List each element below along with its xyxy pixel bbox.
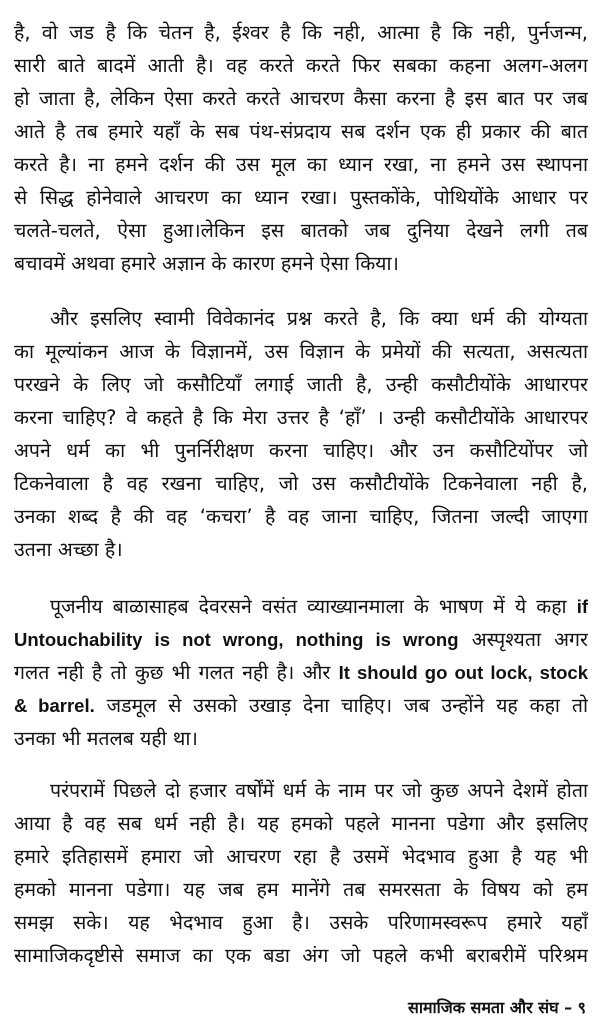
text-line: उनका शब्द है की वह ‘कचरा’ है वह जाना चाहिए, जितना जल्दी जाएगा [14, 505, 588, 528]
english-quote: Untouchability is not wrong, nothing is wrong [14, 629, 459, 650]
text-segment: पूजनीय बाळासाहब देवरसने वसंत व्याख्यानमाला के भाषण में ये कहा [50, 595, 567, 618]
footer-title: सामाजिक समता और संघ [408, 998, 559, 1017]
text-line [14, 623, 588, 656]
footer-separator: – [558, 998, 578, 1017]
text-line: हमको मानना पडेगा। यह जब हम मानेंगे तब समरसता के विषय को हम [14, 878, 588, 901]
text-line: सारी बाते बादमें आती है। वह करते करते फिर सबका कहना अलग-अलग [14, 54, 588, 77]
text-line: का मूल्यांकन आज के विज्ञानमें, उस विज्ञान के प्रमेयों की सत्यता, असत्यता [14, 340, 588, 363]
text-line: हो जाता है, लेकिन ऐसा करते करते आचरण कैसा करना है इस बात पर जब [14, 87, 588, 110]
page-number: ९ [577, 998, 586, 1017]
paragraph-4 [14, 774, 588, 972]
text-line: परखने के लिए जो कसौटियाँ लगाई जाती है, उन्ही कसौटीयोंके आधारपर [14, 373, 588, 396]
text-line [14, 656, 588, 689]
text-line: और इसलिए स्वामी विवेकानंद प्रश्न करते है, कि क्या धर्म की योग्यता [50, 307, 588, 330]
paragraph-2 [14, 302, 588, 566]
text-line: आते है तब हमारे यहाँ के सब पंथ-संप्रदाय सब दर्शन एक ही प्रकार की बात [14, 120, 588, 143]
text-line: से सिद्ध होनेवाले आचरण का ध्यान रखा। पुस्तकोंके, पोथियोंके आधार पर [14, 186, 588, 209]
text-line: टिकनेवाला है वह रखना चाहिए, जो उस कसौटीयोंके टिकनेवाला नही है, [14, 472, 588, 495]
english-quote: & barrel. [14, 695, 95, 716]
text-segment: अस्पृश्यता अगर [471, 628, 588, 651]
english-quote: It should go out lock, stock [338, 662, 588, 683]
text-line: उतना अच्छा है। [14, 538, 123, 561]
text-line: चलते-चलते, ऐसा हुआ।लेकिन इस बातको जब दुनिया देखने लगी तब [14, 219, 588, 242]
text-line: उनका भी मतलब यही था। [14, 727, 198, 750]
text-line: आया है वह सब धर्म नही है। यह हमको पहले मानना पडेगा और इसलिए [14, 812, 588, 835]
text-line: है, वो जड है कि चेतन है, ईश्वर है कि नही, आत्मा है कि नही, पुर्नजन्म, [14, 21, 588, 44]
english-quote: if [576, 596, 588, 617]
text-line: बचावमें अथवा हमारे अज्ञान के कारण हमने ऐसा किया। [14, 252, 399, 275]
text-line: करते है। ना हमने दर्शन की उस मूल का ध्यान रखा, ना हमने उस स्थापना [14, 153, 588, 176]
text-segment: जडमूल से उसको उखाड़ देना चाहिए। जब उन्होंने यह कहा तो [106, 694, 588, 717]
text-line: सामाजिकदृष्टीसे समाज का एक बडा अंग जो पहले कभी बराबरीमें परिश्रम [14, 944, 588, 967]
page-footer [408, 995, 586, 1021]
text-segment: गलत नही है तो कुछ भी गलत नही है। और [14, 661, 331, 684]
text-line: हमारे इतिहासमें हमारा जो आचरण रहा है उसमें भेदभाव हुआ है यह भी [14, 845, 588, 868]
paragraph-3 [14, 590, 588, 755]
text-line: अपने धर्म का भी पुनर्निरीक्षण करना चाहिए। और उन कसौटियोंपर जो [14, 439, 588, 462]
text-line: करना चाहिए? वे कहते है कि मेरा उत्तर है ‘हाँ’ । उन्ही कसौटीयोंके आधारपर [14, 406, 588, 429]
text-line [14, 689, 588, 722]
text-line [14, 590, 588, 623]
text-line: परंपरामें पिछले दो हजार वर्षोंमें धर्म के नाम पर जो कुछ अपने देशमें होता [50, 779, 588, 802]
paragraph-1 [14, 16, 588, 280]
text-line: समझ सके। यह भेदभाव हुआ है। उसके परिणामस्वरूप हमारे यहाँ [14, 911, 588, 934]
